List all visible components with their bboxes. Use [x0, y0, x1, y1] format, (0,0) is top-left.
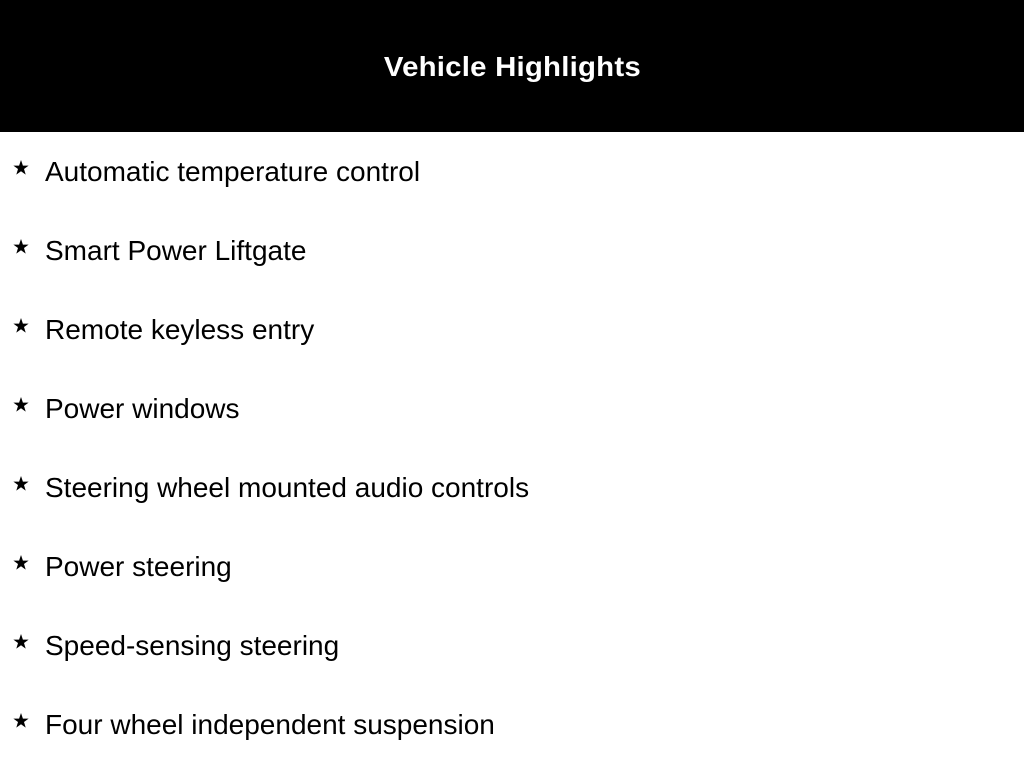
list-item-label: Remote keyless entry	[45, 314, 315, 345]
star-icon	[11, 395, 31, 415]
list-item-label: Smart Power Liftgate	[45, 235, 307, 266]
star-icon	[11, 632, 31, 652]
list-item-label: Four wheel independent suspension	[45, 709, 495, 740]
star-icon	[11, 158, 31, 178]
list-item	[0, 303, 1024, 382]
star-icon	[11, 237, 31, 257]
list-item	[0, 382, 1024, 461]
list-item	[0, 540, 1024, 619]
list-item-label: Speed-sensing steering	[45, 630, 340, 661]
list-item-label: Power windows	[45, 393, 240, 424]
list-item-label: Power steering	[45, 551, 232, 582]
page-title: Vehicle Highlights	[383, 51, 641, 82]
list-item-label: Automatic temperature control	[45, 156, 421, 187]
header-bar	[0, 0, 1024, 132]
list-item	[0, 145, 1024, 224]
star-icon	[11, 316, 31, 336]
star-icon	[11, 553, 31, 573]
highlights-list	[0, 145, 1024, 768]
star-icon	[11, 711, 31, 731]
list-item	[0, 619, 1024, 698]
list-item	[0, 224, 1024, 303]
list-item	[0, 461, 1024, 540]
list-item-label: Steering wheel mounted audio controls	[45, 472, 530, 503]
list-item	[0, 698, 1024, 768]
star-icon	[11, 474, 31, 494]
